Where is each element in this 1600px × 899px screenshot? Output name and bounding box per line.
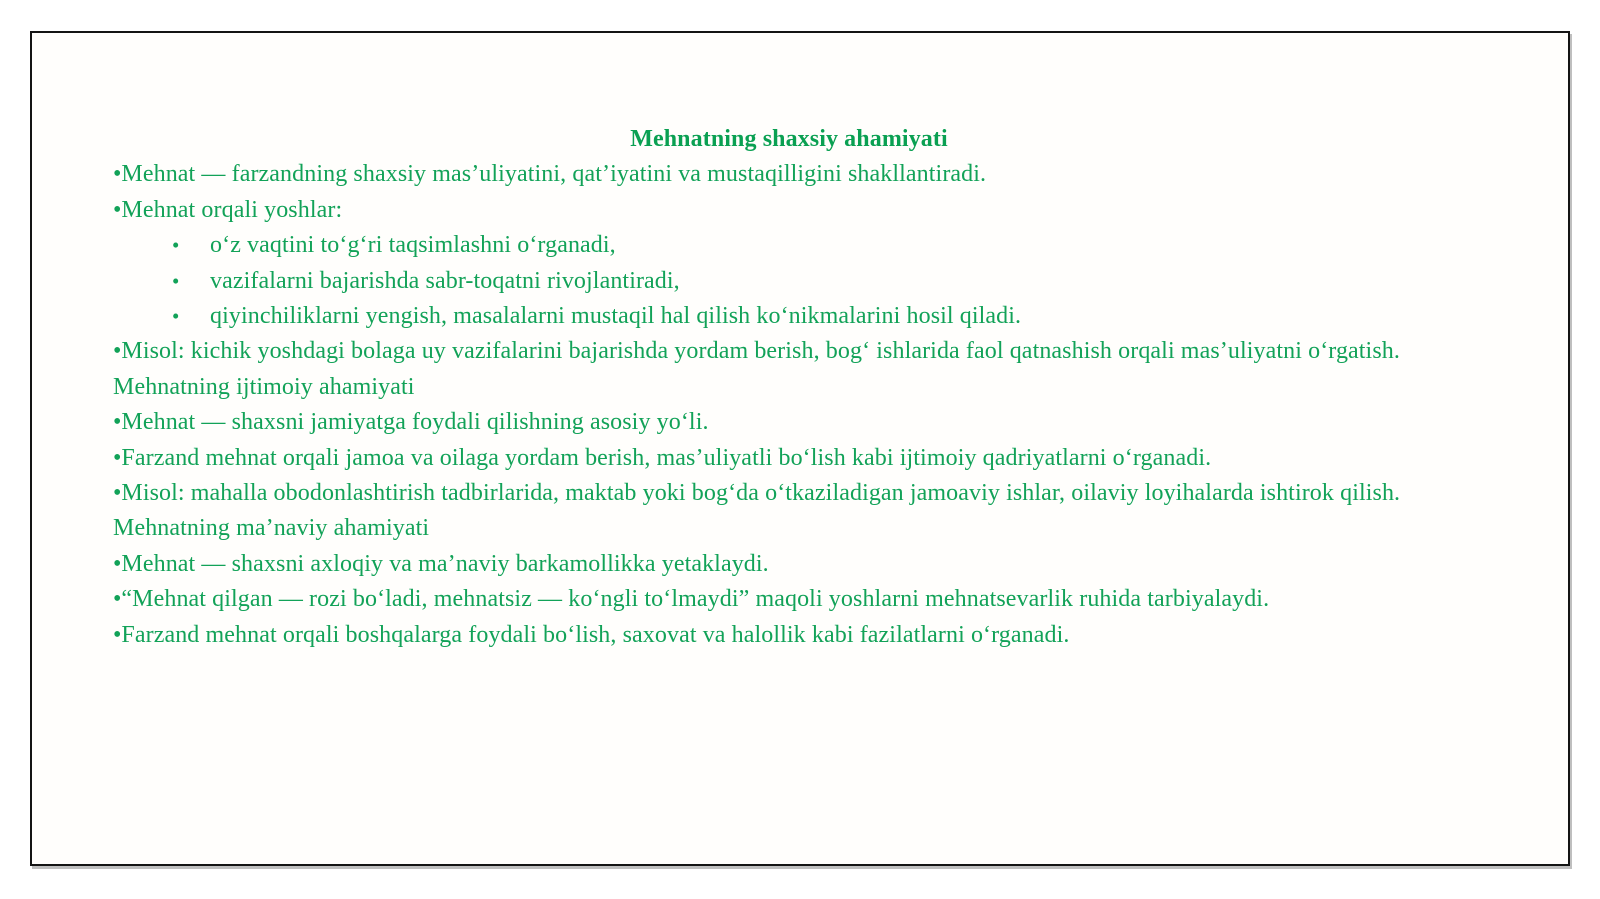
- sub-bullet-marker: •: [172, 304, 180, 329]
- bullet-item: [113, 334, 1493, 369]
- bullet-text: Misol: kichik yoshdagi bolaga uy vazifalarini bajarishda yordam berish, bog‘ ishlarida faol qatnashish orqali mas’uliyatni o‘rgatish.: [121, 338, 1400, 365]
- bullet-marker: •: [113, 444, 122, 471]
- section-heading: Mehnatning ma’naviy ahamiyati: [113, 515, 430, 542]
- bullet-marker: •: [113, 586, 122, 613]
- text-blocks: [113, 157, 1493, 653]
- slide-title: Mehnatning shaxsiy ahamiyati: [630, 126, 948, 152]
- bullet-marker: •: [113, 338, 122, 365]
- bullet-item: [113, 441, 1493, 476]
- bullet-text: Mehnat orqali yoshlar:: [121, 196, 343, 223]
- bullet-marker: •: [113, 161, 122, 188]
- bullet-item: [113, 547, 1493, 582]
- bullet-item: [113, 193, 1493, 228]
- bullet-item: [113, 582, 1493, 617]
- bullet-marker: •: [113, 196, 122, 223]
- bullet-text: Mehnat — farzandning shaxsiy mas’uliyatini, qat’iyatini va mustaqilligini shakllantiradi.: [121, 161, 987, 188]
- sub-bullet-item: [113, 228, 1493, 263]
- bullet-item: [113, 405, 1493, 440]
- sub-bullet-marker: •: [172, 268, 180, 293]
- bullet-item: [113, 618, 1493, 653]
- sub-bullet-text: vazifalarni bajarishda sabr-toqatni rivojlantiradi,: [210, 267, 680, 294]
- bullet-marker: •: [113, 550, 122, 577]
- bullet-text: Misol: mahalla obodonlashtirish tadbirlarida, maktab yoki bog‘da o‘tkaziladigan jamoaviy ishlar, oilaviy loyihalarda ishtirok qilish.: [121, 480, 1401, 507]
- bullet-item: [113, 476, 1493, 511]
- sub-bullet-text: o‘z vaqtini to‘g‘ri taqsimlashni o‘rganadi,: [210, 232, 616, 259]
- bullet-item: [113, 157, 1493, 192]
- slide-border-frame: [30, 31, 1570, 866]
- bullet-text: Mehnat — shaxsni axloqiy va ma’naviy barkamollikka yetaklaydi.: [121, 550, 769, 577]
- bullet-text: Farzand mehnat orqali boshqalarga foydali bo‘lish, saxovat va halollik kabi fazilatlarni o‘rganadi.: [121, 621, 1070, 648]
- bullet-text: “Mehnat qilgan — rozi bo‘ladi, mehnatsiz — ko‘ngli to‘lmaydi” maqoli yoshlarni mehnatsevarlik ruhida tarbiyalaydi.: [121, 586, 1270, 613]
- bullet-marker: •: [113, 409, 122, 436]
- sub-bullet-marker: •: [172, 233, 180, 258]
- section-heading: Mehnatning ijtimoiy ahamiyati: [113, 373, 415, 400]
- sub-bullet-item: [113, 299, 1493, 334]
- bullet-marker: •: [113, 621, 122, 648]
- bullet-marker: •: [113, 480, 122, 507]
- bullet-text: Mehnat — shaxsni jamiyatga foydali qilishning asosiy yo‘li.: [121, 409, 709, 436]
- slide-content: [113, 122, 1493, 653]
- sub-bullet-text: qiyinchiliklarni yengish, masalalarni mustaqil hal qilish ko‘nikmalarini hosil qiladi.: [210, 303, 1022, 330]
- bullet-text: Farzand mehnat orqali jamoa va oilaga yordam berish, mas’uliyatli bo‘lish kabi ijtimoiy qadriyatlarni o‘rganadi.: [121, 444, 1212, 471]
- sub-bullet-item: [113, 264, 1493, 299]
